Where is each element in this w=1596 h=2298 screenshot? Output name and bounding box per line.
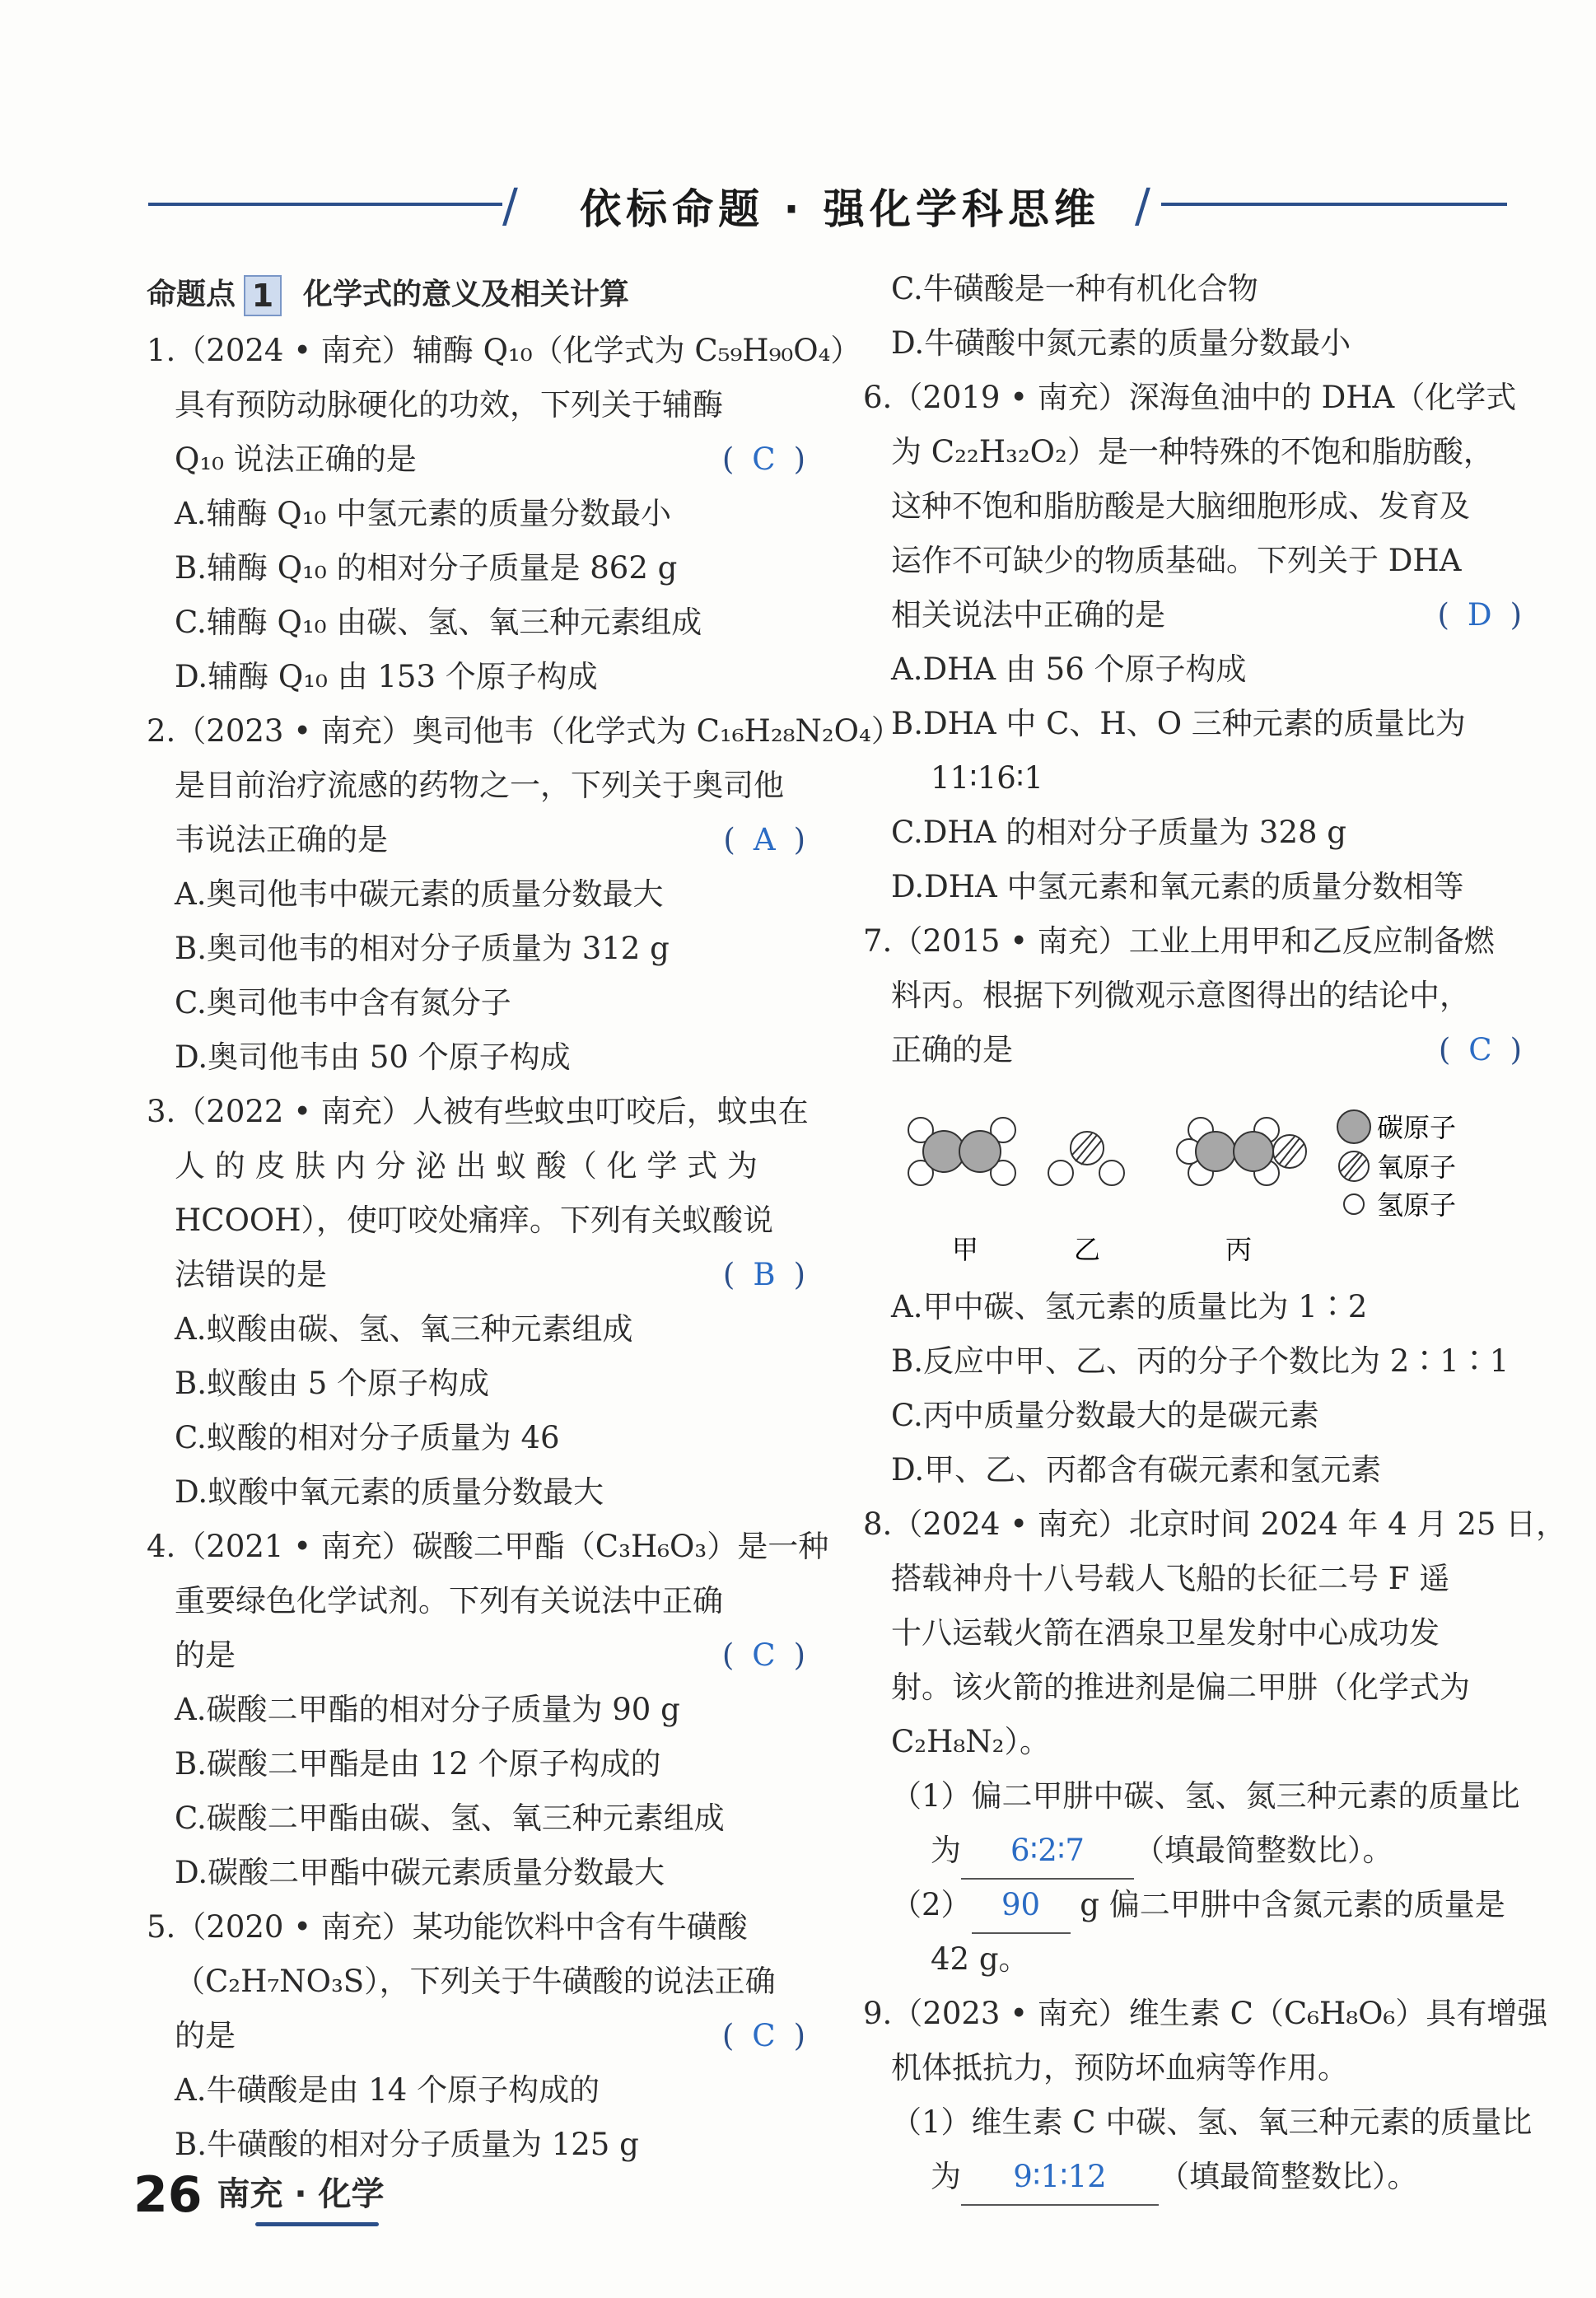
option-d: D.甲、乙、丙都含有碳元素和氢元素 (891, 1452, 1382, 1488)
question-stem: HCOOH），使叮咬处痛痒。下列有关蚁酸说 (175, 1203, 774, 1238)
question-stem: Q₁₀ 说法正确的是 (175, 441, 417, 477)
molecule-diagram (863, 1086, 1522, 1275)
question-stem: 7.（2015 • 南充）工业上用甲和乙反应制备燃 (863, 923, 1495, 959)
option-a: A.奥司他韦中碳元素的质量分数最大 (175, 876, 664, 912)
answer-blank: 90 (972, 1878, 1071, 1934)
answer-bracket: ( B ) (722, 1257, 805, 1292)
banner-line-right (1161, 203, 1507, 206)
answer-letter: C (752, 2018, 776, 2053)
question-stem: 为 C₂₂H₃₂O₂）是一种特殊的不饱和脂肪酸， (891, 434, 1494, 469)
question-stem: 的是 (175, 2018, 236, 2053)
sub-question-2-text: （2） (891, 1887, 972, 1922)
topic-number-badge: 1 (244, 275, 282, 316)
option-b: B.反应中甲、乙、丙的分子个数比为 2∶1∶1 (891, 1343, 1510, 1379)
answer-bracket: ( C ) (1438, 1032, 1522, 1067)
question-stem: 重要绿色化学试剂。下列有关说法中正确 (175, 1583, 723, 1618)
question-stem: 的是 (175, 1637, 236, 1673)
legend-carbon: 碳原子 (1377, 1112, 1457, 1143)
option-d: D.奥司他韦由 50 个原子构成 (175, 1039, 571, 1075)
page-footer (133, 2166, 385, 2232)
option-d: D.蚁酸中氧元素的质量分数最大 (175, 1474, 604, 1510)
question-stem: 十八运载火箭在酒泉卫星发射中心成功发 (891, 1615, 1440, 1651)
question-stem: 法错误的是 (175, 1257, 327, 1292)
answer-bracket: ( C ) (721, 1637, 805, 1673)
question-3 (147, 1085, 809, 1520)
question-8 (863, 1497, 1567, 1987)
footer-title: 南充 · 化学 (217, 2175, 385, 2213)
option-b: B.碳酸二甲酯是由 12 个原子构成的 (175, 1746, 661, 1782)
question-stem: 3.（2022 • 南充）人被有些蚊虫叮咬后，蚊虫在 (147, 1094, 809, 1129)
legend-hydrogen: 氢原子 (1377, 1189, 1457, 1221)
option-a: A.甲中碳、氢元素的质量比为 1∶2 (891, 1289, 1368, 1324)
option-d: D.辅酶 Q₁₀ 由 153 个原子构成 (175, 659, 598, 694)
sub-question-1-text: 为 (931, 1833, 961, 1868)
option-b: B.辅酶 Q₁₀ 的相对分子质量是 862 g (175, 550, 678, 586)
banner-line-left (148, 203, 502, 206)
answer-blank: 9∶1∶12 (961, 2150, 1159, 2206)
question-stem: 韦说法正确的是 (175, 822, 388, 857)
oxygen-atom-hatched (1071, 1132, 1104, 1165)
option-b-continued: 11∶16∶1 (931, 760, 1043, 796)
option-d: D.牛磺酸中氮元素的质量分数最小 (891, 325, 1351, 361)
option-c: C.丙中质量分数最大的是碳元素 (891, 1398, 1319, 1433)
answer-bracket: ( D ) (1437, 597, 1522, 633)
option-c: C.牛磺酸是一种有机化合物 (891, 271, 1258, 306)
banner-slash-left: / (502, 180, 518, 233)
question-stem: 8.（2024 • 南充）北京时间 2024 年 4 月 25 日， (863, 1506, 1567, 1542)
option-d: D.碳酸二甲酯中碳元素质量分数最大 (175, 1855, 665, 1890)
question-stem: 6.（2019 • 南充）深海鱼油中的 DHA（化学式 (863, 380, 1517, 415)
banner-slash-right: / (1135, 180, 1150, 233)
question-9 (863, 1987, 1548, 2204)
question-6 (863, 371, 1522, 914)
option-b: B.牛磺酸的相对分子质量为 125 g (175, 2127, 639, 2162)
option-d: D.DHA 中氢元素和氧元素的质量分数相等 (891, 869, 1464, 904)
topic-label: 命题点 (147, 278, 236, 311)
option-b: B.蚁酸由 5 个原子构成 (175, 1366, 490, 1401)
banner-title: 依标命题 · 强化学科思维 (580, 185, 1100, 233)
topic-heading (147, 268, 805, 322)
question-stem: 搭载神舟十八号载人飞船的长征二号 F 遥 (891, 1561, 1450, 1596)
question-4 (147, 1520, 829, 1900)
answer-letter: C (1468, 1032, 1492, 1067)
answer-bracket: ( A ) (723, 822, 805, 857)
option-a: A.辅酶 Q₁₀ 中氢元素的质量分数最小 (175, 496, 672, 531)
option-a: A.DHA 由 56 个原子构成 (891, 652, 1247, 687)
question-stem: 正确的是 (891, 1032, 1013, 1067)
sub-question-2-continued: 42 g。 (931, 1941, 1029, 1977)
question-stem: 相关说法中正确的是 (891, 597, 1165, 633)
option-c: C.DHA 的相对分子质量为 328 g (891, 815, 1346, 850)
question-5 (147, 1900, 805, 2172)
option-b: B.DHA 中 C、H、O 三种元素的质量比为 (891, 706, 1466, 741)
label-jia: 甲 (951, 1234, 979, 1265)
answer-blank: 6∶2∶7 (961, 1824, 1134, 1880)
answer-letter: B (753, 1257, 776, 1292)
left-column (147, 268, 902, 2172)
page-number: 26 (133, 2166, 203, 2224)
sub-question-1: （1）维生素 C 中碳、氢、氧三种元素的质量比 (891, 2104, 1533, 2140)
sub-question-1-text: 为 (931, 2159, 961, 2194)
question-stem: 5.（2020 • 南充）某功能饮料中含有牛磺酸 (147, 1909, 748, 1945)
option-c: C.奥司他韦中含有氮分子 (175, 985, 511, 1021)
option-c: C.辅酶 Q₁₀ 由碳、氢、氧三种元素组成 (175, 605, 702, 640)
section-banner (148, 165, 1507, 239)
question-2 (147, 704, 902, 1085)
question-stem: 具有预防动脉硬化的功效，下列关于辅酶 (175, 387, 723, 423)
sub-question-1-text: （填最简整数比）。 (1159, 2159, 1418, 2194)
question-1 (147, 324, 861, 704)
option-a: A.蚁酸由碳、氢、氧三种元素组成 (175, 1311, 633, 1347)
question-stem: （C₂H₇NO₃S），下列关于牛磺酸的说法正确 (175, 1964, 776, 1999)
option-a: A.碳酸二甲酯的相对分子质量为 90 g (175, 1692, 680, 1727)
question-stem: 运作不可缺少的物质基础。下列关于 DHA (891, 543, 1462, 578)
right-column (863, 262, 1567, 2204)
question-7 (863, 914, 1522, 1497)
question-stem: 这种不饱和脂肪酸是大脑细胞形成、发育及 (891, 488, 1470, 524)
question-stem: 是目前治疗流感的药物之一，下列关于奥司他 (175, 768, 784, 803)
label-bing: 丙 (1225, 1234, 1253, 1265)
option-a: A.牛磺酸是由 14 个原子构成的 (175, 2072, 600, 2108)
option-c: C.碳酸二甲酯由碳、氢、氧三种元素组成 (175, 1801, 725, 1836)
label-yi: 乙 (1073, 1234, 1101, 1265)
footer-underline (255, 2222, 379, 2226)
question-stem: 4.（2021 • 南充）碳酸二甲酯（C₃H₆O₃）是一种 (147, 1529, 829, 1564)
option-b: B.奥司他韦的相对分子质量为 312 g (175, 931, 670, 966)
legend-oxygen: 氧原子 (1377, 1151, 1457, 1183)
answer-letter: D (1467, 597, 1492, 633)
question-stem: 人 的 皮 肤 内 分 泌 出 蚁 酸（ 化 学 式 为 (175, 1148, 758, 1184)
sub-question-1: （1）偏二甲肼中碳、氢、氮三种元素的质量比 (891, 1778, 1520, 1814)
molecule-diagram-svg (863, 1086, 1522, 1275)
answer-letter: C (752, 1637, 776, 1673)
question-stem: 1.（2024 • 南充）辅酶 Q₁₀（化学式为 C₅₉H₉₀O₄） (147, 333, 861, 368)
answer-letter: C (752, 441, 776, 477)
question-stem: 9.（2023 • 南充）维生素 C（C₆H₈O₆）具有增强 (863, 1996, 1548, 2031)
question-stem: 料丙。根据下列微观示意图得出的结论中， (891, 978, 1470, 1013)
question-stem: 射。该火箭的推进剂是偏二甲肼（化学式为 (891, 1670, 1470, 1705)
question-stem: C₂H₈N₂）。 (891, 1724, 1050, 1759)
sub-question-2-text: g 偏二甲肼中含氮元素的质量是 (1070, 1887, 1505, 1922)
answer-bracket: ( C ) (721, 2018, 805, 2053)
answer-letter: A (753, 822, 776, 857)
option-c: C.蚁酸的相对分子质量为 46 (175, 1420, 560, 1455)
answer-bracket: ( C ) (721, 441, 805, 477)
question-5-continued (863, 262, 1522, 371)
sub-question-1-text: （填最简整数比）。 (1134, 1833, 1393, 1868)
topic-title: 化学式的意义及相关计算 (303, 278, 630, 311)
question-stem: 2.（2023 • 南充）奥司他韦（化学式为 C₁₆H₂₈N₂O₄） (147, 713, 902, 749)
question-stem: 机体抵抗力，预防坏血病等作用。 (891, 2050, 1348, 2085)
